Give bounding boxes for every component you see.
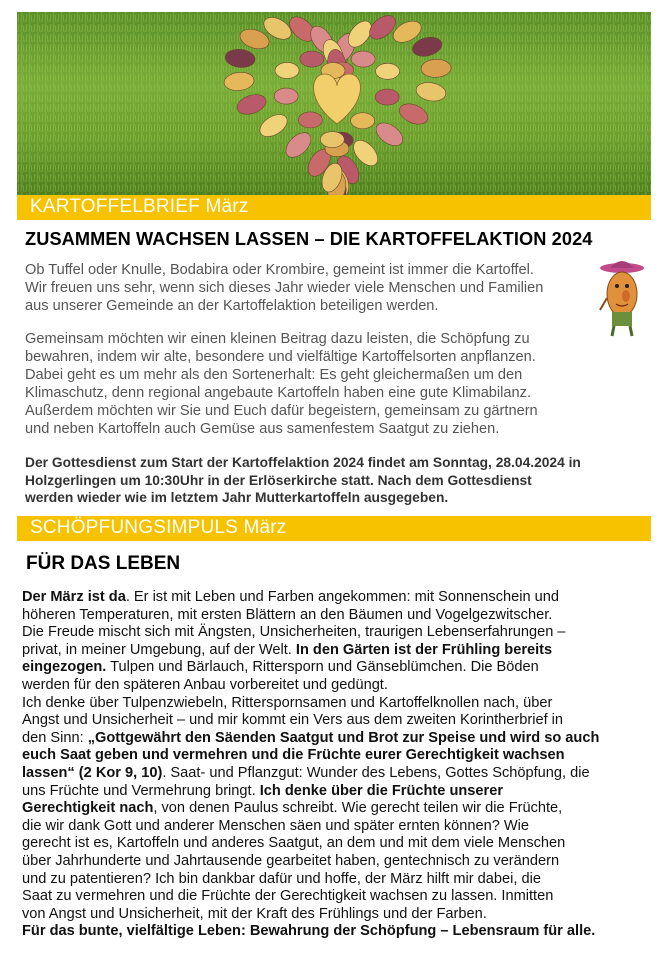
section-title: FÜR DAS LEBEN — [26, 553, 181, 574]
banner-label: KARTOFFELBRIEF März — [30, 196, 249, 217]
impulse-line — [22, 871, 599, 889]
body-paragraph — [25, 330, 538, 438]
text: . Er ist mit Leben und Farben angekommen: mit Sonnenschein und — [125, 589, 560, 605]
impulse-line — [22, 642, 599, 660]
bold-text: Ich denke über die Früchte unserer — [259, 782, 504, 799]
impulse-line — [22, 923, 599, 941]
text: . Saat- und Pflanzgut: Wunder des Lebens, Gottes Schöpfung, die — [162, 764, 590, 781]
impulse-line — [22, 659, 599, 677]
bold-text: Gerechtigkeit nach — [22, 800, 154, 817]
impulse-line — [22, 835, 599, 853]
body-line: Klimaschutz, denn regional angebaute Kartoffeln haben eine gute Klimabilanz. — [25, 385, 531, 401]
body-line: Außerdem möchten wir Sie und Euch dafür begeistern, gemeinsam zu gärtnern — [25, 403, 538, 419]
article-title: ZUSAMMEN WACHSEN LASSEN – DIE KARTOFFELAKTION 2024 — [25, 229, 593, 249]
body-line: und neben Kartoffeln auch Gemüse aus samenfestem Saatgut zu ziehen. — [25, 421, 500, 437]
bold-text: euch Saat geben und vermehren und die Früchte eurer Gerechtigkeit wachsen — [22, 747, 565, 764]
impulse-line — [22, 624, 599, 642]
body-line: Gemeinsam möchten wir einen kleinen Beitrag dazu leisten, die Schöpfung zu — [25, 331, 530, 347]
potato-shape — [300, 51, 324, 67]
intro-line: Wir freuen uns sehr, wenn sich dieses Jahr wieder viele Menschen und Familien — [25, 280, 544, 296]
impulse-line — [22, 730, 599, 748]
impulse-line — [22, 765, 599, 783]
text: Die Freude mischt sich mit Ängsten, Unsicherheiten, traurigen Lebenserfahrungen – — [22, 624, 566, 641]
potato-shape — [274, 88, 298, 104]
impulse-line — [22, 677, 599, 695]
impulse-line — [22, 818, 599, 836]
text: Saat zu vermehren und die Früchte der Gerechtigkeit wachsen zu lassen. Inmitten — [22, 888, 554, 905]
section-banner-kartoffelbrief — [17, 195, 651, 220]
potato-shape — [298, 112, 322, 128]
bold-text: lassen“ (2 Kor 9, 10) — [22, 764, 163, 781]
announcement-line: Der Gottesdienst zum Start der Kartoffelaktion 2024 findet am Sonntag, 28.04.2024 in — [25, 455, 581, 470]
header-image — [17, 12, 651, 195]
impulse-text — [22, 589, 599, 941]
text: die wir dank Gott und anderer Menschen säen und später ernten können? Wie — [22, 817, 530, 834]
text: von Angst und Unsicherheit, mit der Kraft des Frühlings und der Farben. — [22, 905, 487, 922]
text: privat, in meiner Umgebung, auf der Welt. — [22, 641, 296, 658]
bold-text: „Gottgewährt den Säenden Saatgut und Brot zur Speise und wird so auch — [87, 729, 600, 746]
impulse-line — [22, 712, 599, 730]
banner-label: SCHÖPFUNGSIMPULS März — [30, 517, 287, 538]
service-announcement — [25, 454, 581, 507]
impulse-line — [22, 906, 599, 924]
potato-shape — [375, 89, 399, 105]
intro-line: Ob Tuffel oder Knulle, Bodabira oder Krombire, gemeint ist immer die Kartoffel. — [25, 262, 534, 278]
text: , von denen Paulus schreibt. Wie gerecht teilen wir die Früchte, — [153, 800, 563, 817]
text: Tulpen und Bärlauch, Rittersporn und Gänseblümchen. Die Böden — [106, 659, 539, 676]
impulse-line — [22, 888, 599, 906]
intro-paragraph — [25, 261, 543, 315]
text: über Jahrhunderte und Jahrtausende gearbeitet haben, gentechnisch zu verändern — [22, 852, 560, 869]
text: höheren Temperaturen, mit ersten Blättern an den Bäumen und Vogelgezwitscher. — [22, 606, 553, 623]
impulse-line — [22, 783, 599, 801]
impulse-line — [22, 800, 599, 818]
text: Angst und Unsicherheit – und mir kommt ein Vers aus dem zweiten Korintherbrief in — [22, 712, 564, 729]
potato-shape — [351, 51, 375, 67]
impulse-line — [22, 589, 599, 607]
potato-shape — [275, 62, 299, 78]
impulse-line — [22, 747, 599, 765]
text: uns Früchte und Vermehrung bringt. — [22, 782, 260, 799]
body-line: Dabei geht es um mehr als den Sortenerhalt: Es geht gleichermaßen um den — [25, 367, 523, 383]
bold-text: eingezogen. — [22, 659, 107, 676]
bold-text: Für das bunte, vielfältige Leben: Bewahrung der Schöpfung – Lebensraum für alle. — [22, 923, 596, 940]
announcement-line: Holzgerlingen um 10:30Uhr in der Erlöserkirche statt. Nach dem Gottesdienst — [25, 472, 532, 488]
section-banner-schoepfungsimpuls — [17, 516, 651, 541]
potato-shape — [376, 63, 400, 79]
text: gerecht ist es, Kartoffeln und anderes Saatgut, an dem und mit dem viele Menschen — [22, 835, 566, 852]
potato-heart-illustration — [17, 12, 651, 195]
body-line: bewahren, indem wir alte, besondere und vielfältige Kartoffelsorten anpflanzen. — [25, 349, 536, 365]
text: und zu patentieren? Ich bin dankbar dafür und hoffe, der März hilft mir dabei, die — [22, 870, 541, 887]
potato-shape — [351, 113, 375, 129]
impulse-line — [22, 607, 599, 625]
bold-text: Der März ist da — [22, 589, 126, 605]
intro-line: aus unserer Gemeinde an der Kartoffelaktion beteiligen werden. — [25, 298, 439, 314]
impulse-line — [22, 853, 599, 871]
bold-text: In den Gärten ist der Frühling bereits — [295, 641, 553, 658]
potato-shape — [320, 132, 344, 148]
potato-mascot-illustration — [596, 258, 648, 338]
text: Ich denke über Tulpenzwiebeln, Ritterspornsamen und Kartoffelknollen nach, über — [22, 694, 553, 711]
text: den Sinn: — [22, 729, 88, 746]
text: werden für den späteren Anbau vorbereitet und gedüngt. — [22, 676, 388, 693]
impulse-line — [22, 695, 599, 713]
announcement-line: werden wieder wie im letztem Jahr Mutterkartoffeln ausgegeben. — [25, 490, 449, 505]
